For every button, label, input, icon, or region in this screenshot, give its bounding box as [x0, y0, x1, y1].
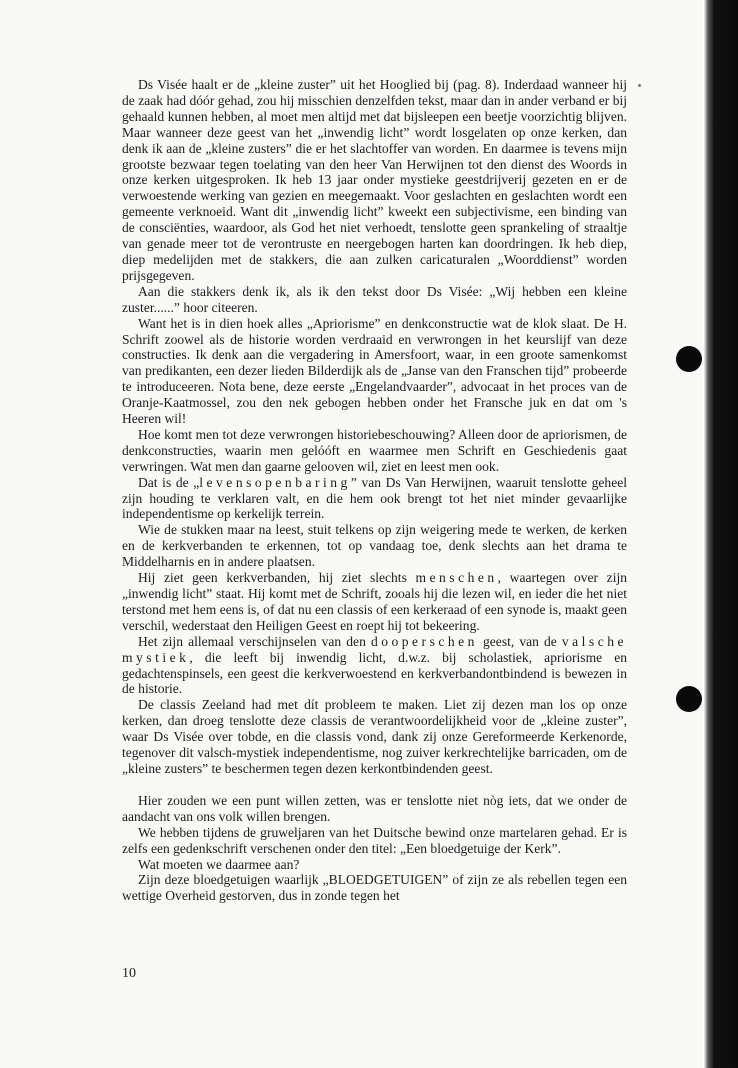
paragraph — [122, 475, 627, 523]
body-text — [122, 77, 627, 904]
spaced-emphasis: levensopenbaring — [199, 474, 351, 490]
paragraph: Hoe komt men tot deze verwrongen historiebeschouwing? Alleen door de apriorismen, de denkconstructies, waarin men gelóóft en waarmee men Schrift en Geschiedenis gaat verwringen. Wat men dan gaarne gelooven wil, ziet en leest men ook. — [122, 426, 627, 474]
punch-hole — [676, 346, 702, 372]
paragraph-text: Hij ziet geen kerkverbanden, hij ziet slechts — [138, 570, 416, 586]
spaced-emphasis: dooperschen — [370, 633, 478, 649]
paragraph-text: , waartegen over zijn „inwendig licht” staat. Hij komt met de Schrift, zooals hij die lezen wil, en ieder die het niet terstond met hem eens is, of dat nu een classis of een kerkeraad of een synode is, maakt geen verschil, wederstaat den Heiligen Geest en roept hij tot bekeering. — [122, 570, 627, 633]
page-number: 10 — [122, 966, 136, 981]
paragraph: Aan die stakkers denk ik, als ik den tekst door Ds Visée: „Wij hebben een kleine zuster......” hoor citeeren. — [122, 283, 627, 315]
paragraph: De classis Zeeland had met dít probleem te maken. Liet zij dezen man los op onze kerken, dan droeg tenslotte deze classis de verantwoordelijkheid voor de „kleine zuster”, waar Ds Visée over tobde, en die classis vond, dank zij onze Gereformeerde Kerkenorde, tegenover dit valsch-mystiek independentisme, nog zuiver kerkrechtelijke barricaden, om de „kleine zusters” te beschermen tegen dezen kerkontbindenden geest. — [122, 697, 627, 776]
paragraph-text: Het zijn allemaal verschijnselen van den — [138, 633, 371, 649]
paragraph — [122, 570, 627, 634]
paragraph: Wie de stukken maar na leest, stuit telkens op zijn weigering mede te werken, de kerken en de kerkverbanden te erkennen, tot op vandaag toe, denk slechts aan het drama te Middelharnis en in andere plaatsen. — [122, 522, 627, 570]
spaced-emphasis: menschen — [415, 570, 498, 586]
scan-edge — [704, 0, 738, 1068]
paragraph-text: ” van Ds Van Herwijnen, waaruit tenslotte geheel zijn houding te verklaren valt, en die hem ook brengt tot het niet minder gevaarlijke independentisme op kerkelijk terrein. — [122, 474, 627, 522]
paragraph-text: , die leeft bij inwendig licht, d.w.z. bij scholastiek, apriorisme en gedachtenspinsels, een geest die kerkverwoestend en kerkverbandontbindend is bewezen in de historie. — [122, 649, 627, 697]
paragraph: We hebben tijdens de gruweljaren van het Duitsche bewind onze martelaren gehad. Er is zelfs een gedenkschrift verschenen onder den titel: „Een bloedgetuige der Kerk”. — [122, 824, 627, 856]
paragraph — [122, 634, 627, 698]
paragraph-text: Dat is de „ — [138, 474, 200, 490]
paragraph: Ds Visée haalt er de „kleine zuster” uit het Hooglied bij (pag. 8). Inderdaad wanneer hij de zaak had dóór gehad, zou hij misschien denzelfden tekst, maar dan in ander verband er bij gehaald kunnen hebben, al moet men altijd met dat bijsleepen een beetje voorzichtig blijven. Maar wanneer deze geest van het „inwendig licht” wordt losgelaten op onze kerken, dan denk ik aan de „kleine zusters” die er het slachtoffer van worden. En daarmee is tevens mijn grootste bezwaar tegen toelating van den heer Van Herwijnen tot den dienst des Woords in onze kerken uitgesproken. Ik heb 13 jaar onder mystieke geestdrijverij gezeten en er de verwoestende werking van gezien en meegemaakt. Voor geslachten en geslachten wordt een gemeente verknoeid. Want dit „inwendig licht” kweekt een subjectivisme, een binding van de consciënties, waardoor, als God het niet verhoedt, tenslotte geen sprankeling of straaltje van genade meer tot de verontruste en neergebogen harten kan doordringen. Ik heb diep, diep medelijden met de stakkers, die aan zulken caricaturalen „Woorddienst” worden prijsgegeven. — [122, 77, 627, 283]
paragraph: Zijn deze bloedgetuigen waarlijk „BLOEDGETUIGEN” of zijn ze als rebellen tegen een wettige Overheid gestorven, dus in zonde tegen het — [122, 872, 627, 904]
ink-speck — [638, 84, 641, 87]
spaced-emphasis: valsche mystiek — [122, 633, 627, 665]
punch-hole — [676, 686, 702, 712]
paragraph: Hier zouden we een punt willen zetten, was er tenslotte niet nòg iets, dat we onder de aandacht van ons volk willen brengen. — [122, 792, 627, 824]
paragraph: Want het is in dien hoek alles „Apriorisme” en denkconstructie wat de klok slaat. De H. Schrift zoowel als de historie worden verdraaid en verwrongen in het keurslijf van deze constructies. Ik denk aan die vergadering in Amersfoort, waar, in een groote samenkomst van predikanten, een dezer lieden Bilderdijk als de „Janse van den Franschen tijd” probeerde te introduceeren. Nota bene, deze eerste „Engelandvaarder”, advocaat in het proces van de Oranje-Kaatmossel, zou den nek gebogen hebben onder het Fransche juk en dat om 's Heeren wil! — [122, 315, 627, 427]
paragraph: Wat moeten we daarmee aan? — [138, 856, 300, 872]
paragraph-text: geest, van de — [477, 633, 562, 649]
